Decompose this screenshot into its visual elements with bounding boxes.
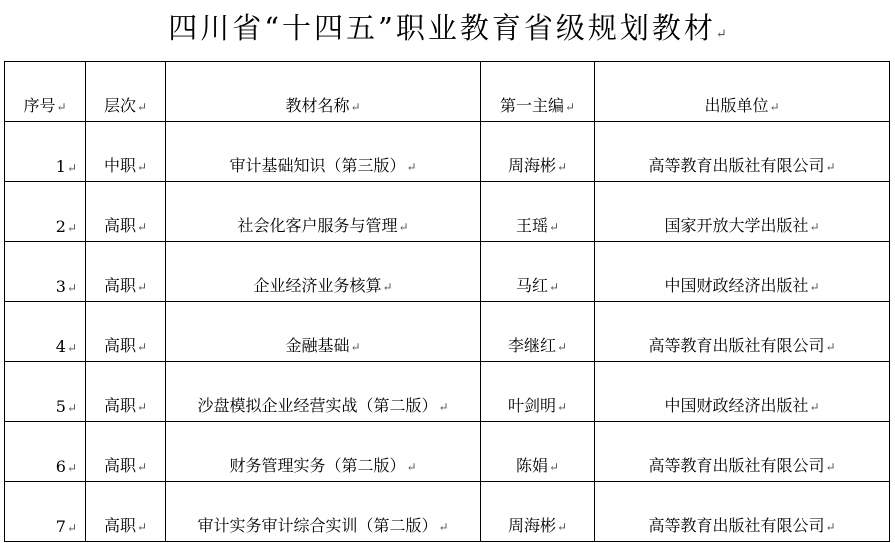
table-row xyxy=(5,362,890,422)
cell-name: 沙盘模拟企业经营实战（第二版）↵ xyxy=(166,362,481,422)
textbook-table xyxy=(4,61,890,542)
cell-level: 高职↵ xyxy=(86,422,166,482)
header-publisher: 出版单位↵ xyxy=(595,62,890,122)
paragraph-mark-icon: ↵ xyxy=(136,100,148,114)
cell-editor: 马红↵ xyxy=(481,242,595,302)
cell-publisher: 高等教育出版社有限公司↵ xyxy=(595,422,890,482)
cell-name: 企业经济业务核算↵ xyxy=(166,242,481,302)
paragraph-mark-icon: ↵ xyxy=(66,281,77,295)
paragraph-mark-icon: ↵ xyxy=(66,461,77,475)
paragraph-mark-icon: ↵ xyxy=(56,100,67,114)
paragraph-mark-icon: ↵ xyxy=(66,341,77,355)
table-body xyxy=(5,122,890,542)
paragraph-mark-icon: ↵ xyxy=(809,280,820,294)
header-level: 层次↵ xyxy=(86,62,166,122)
paragraph-mark-icon: ↵ xyxy=(438,520,449,534)
header-editor: 第一主编↵ xyxy=(481,62,595,122)
cell-editor: 周海彬↵ xyxy=(481,122,595,182)
table-row xyxy=(5,302,890,362)
cell-index: 5↵ xyxy=(5,362,86,422)
paragraph-mark-icon: ↵ xyxy=(350,340,361,354)
paragraph-mark-icon: ↵ xyxy=(809,220,820,234)
paragraph-mark-icon: ↵ xyxy=(556,520,568,534)
cell-publisher: 国家开放大学出版社↵ xyxy=(595,182,890,242)
paragraph-mark-icon: ↵ xyxy=(136,160,148,174)
paragraph-mark-icon: ↵ xyxy=(769,100,780,114)
paragraph-mark-icon: ↵ xyxy=(350,100,361,114)
paragraph-mark-icon: ↵ xyxy=(825,340,836,354)
document-title-text: 四川省“十四五”职业教育省级规划教材 xyxy=(168,11,716,45)
paragraph-mark-icon: ↵ xyxy=(136,460,148,474)
cell-name: 审计基础知识（第三版）↵ xyxy=(166,122,481,182)
paragraph-mark-icon: ↵ xyxy=(548,220,560,234)
cell-publisher: 高等教育出版社有限公司↵ xyxy=(595,482,890,542)
cell-publisher: 高等教育出版社有限公司↵ xyxy=(595,122,890,182)
paragraph-mark-icon: ↵ xyxy=(66,161,77,175)
paragraph-mark-icon: ↵ xyxy=(136,520,148,534)
paragraph-mark-icon: ↵ xyxy=(825,520,836,534)
cell-level: 中职↵ xyxy=(86,122,166,182)
cell-level: 高职↵ xyxy=(86,482,166,542)
paragraph-mark-icon: ↵ xyxy=(825,160,836,174)
cell-name: 社会化客户服务与管理↵ xyxy=(166,182,481,242)
paragraph-mark-icon: ↵ xyxy=(564,100,576,114)
cell-index: 2↵ xyxy=(5,182,86,242)
paragraph-mark-icon: ↵ xyxy=(809,400,820,414)
header-row xyxy=(5,62,890,122)
table-row xyxy=(5,242,890,302)
paragraph-mark-icon: ↵ xyxy=(382,280,393,294)
cell-index: 7↵ xyxy=(5,482,86,542)
cell-publisher: 中国财政经济出版社↵ xyxy=(595,242,890,302)
paragraph-mark-icon: ↵ xyxy=(548,280,560,294)
paragraph-mark-icon: ↵ xyxy=(398,220,409,234)
paragraph-mark-icon: ↵ xyxy=(136,400,148,414)
paragraph-mark-icon: ↵ xyxy=(66,221,77,235)
paragraph-mark-icon: ↵ xyxy=(136,280,148,294)
paragraph-mark-icon: ↵ xyxy=(825,460,836,474)
cell-name: 审计实务审计综合实训（第二版）↵ xyxy=(166,482,481,542)
table-row xyxy=(5,422,890,482)
paragraph-mark-icon: ↵ xyxy=(556,400,568,414)
cell-level: 高职↵ xyxy=(86,302,166,362)
cell-editor: 叶剑明↵ xyxy=(481,362,595,422)
paragraph-mark-icon: ↵ xyxy=(548,460,560,474)
cell-editor: 周海彬↵ xyxy=(481,482,595,542)
cell-index: 4↵ xyxy=(5,302,86,362)
cell-editor: 李继红↵ xyxy=(481,302,595,362)
cell-publisher: 高等教育出版社有限公司↵ xyxy=(595,302,890,362)
paragraph-mark-icon: ↵ xyxy=(715,27,727,42)
paragraph-mark-icon: ↵ xyxy=(406,460,417,474)
cell-name: 金融基础↵ xyxy=(166,302,481,362)
paragraph-mark-icon: ↵ xyxy=(66,401,77,415)
paragraph-mark-icon: ↵ xyxy=(556,160,568,174)
paragraph-mark-icon: ↵ xyxy=(406,160,417,174)
header-index: 序号↵ xyxy=(5,62,86,122)
paragraph-mark-icon: ↵ xyxy=(136,340,148,354)
cell-level: 高职↵ xyxy=(86,182,166,242)
cell-level: 高职↵ xyxy=(86,362,166,422)
header-name: 教材名称↵ xyxy=(166,62,481,122)
table-header xyxy=(5,62,890,122)
cell-editor: 王瑶↵ xyxy=(481,182,595,242)
cell-editor: 陈娟↵ xyxy=(481,422,595,482)
cell-index: 6↵ xyxy=(5,422,86,482)
document-title xyxy=(0,8,895,48)
table-row xyxy=(5,482,890,542)
paragraph-mark-icon: ↵ xyxy=(438,400,449,414)
table-row xyxy=(5,182,890,242)
paragraph-mark-icon: ↵ xyxy=(556,340,568,354)
cell-publisher: 中国财政经济出版社↵ xyxy=(595,362,890,422)
paragraph-mark-icon: ↵ xyxy=(66,521,77,535)
cell-index: 1↵ xyxy=(5,122,86,182)
table-row xyxy=(5,122,890,182)
cell-name: 财务管理实务（第二版）↵ xyxy=(166,422,481,482)
cell-index: 3↵ xyxy=(5,242,86,302)
paragraph-mark-icon: ↵ xyxy=(136,220,148,234)
cell-level: 高职↵ xyxy=(86,242,166,302)
